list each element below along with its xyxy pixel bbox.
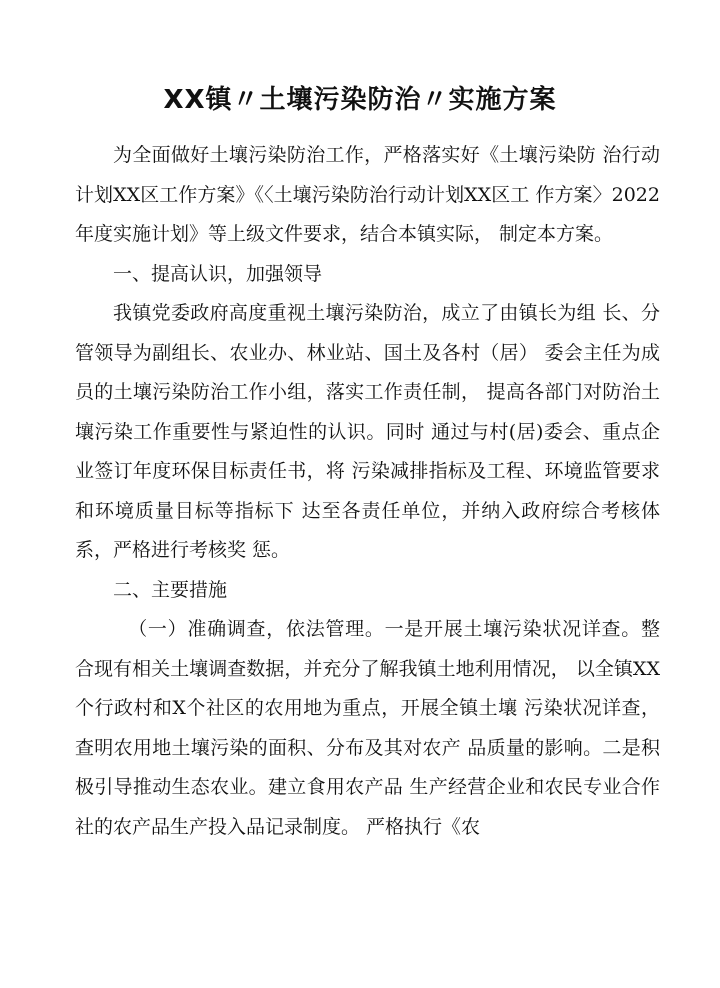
intro-paragraph: 为全面做好土壤污染防治工作，严格落实好《土壤污染防 治行动计划XX区工作方案》《〈土壤污染防治行动计划XX区工 作方案〉2022年度实施计划》等上级文件要求，结合本镇实际， 制定本方案。 xyxy=(75,144,660,245)
section-heading-2: 二、主要措施 xyxy=(113,578,228,601)
document-body xyxy=(75,136,660,847)
section-1-paragraph: 我镇党委政府高度重视土壤污染防治，成立了由镇长为组 长、分管领导为副组长、农业办、林业站、国土及各村（居） 委会主任为成员的土壤污染防治工作小组，落实工作责任制， 提高各部门对防治土壤污染工作重要性与紧迫性的认识。同时 通过与村(居)委会、重点企业签订年度环保目标责任书，将 污染减排指标及工程、环境监管要求和环境质量目标等指标下 达至各责任单位，并纳入政府综合考核体系，严格进行考核奖 惩。 xyxy=(75,302,660,561)
document-title: XX镇〃土壤污染防治〃实施方案 xyxy=(163,85,557,115)
section-heading-1: 一、提高认识，加强领导 xyxy=(113,262,323,285)
section-2-paragraph: （一）准确调查，依法管理。一是开展土壤污染状况详查。整合现有相关土壤调查数据，并充分了解我镇土地利用情况， 以全镇XX个行政村和X个社区的农用地为重点，开展全镇土壤 污染状况详查，查明农用地土壤污染的面积、分布及其对农产 品质量的影响。二是积极引导推动生态农业。建立食用农产品 生产经营企业和农民专业合作社的农产品生产投入品记录制度。 严格执行《农 xyxy=(75,618,660,838)
